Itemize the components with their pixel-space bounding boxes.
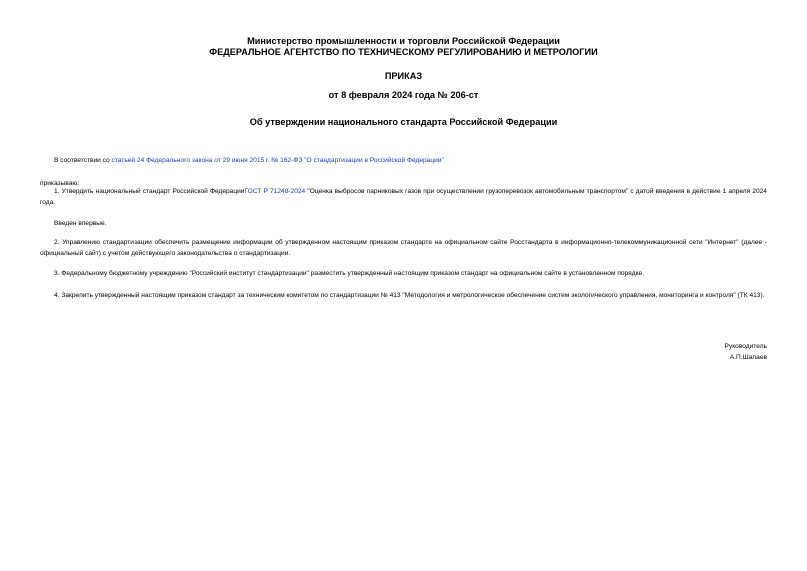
item-2-paragraph: 2. Управлению стандартизации обеспечить размещение информации об утвержденном настоящим приказом стандарте на официальном сайте Росстандарта в информационно-телекоммуникационной сети "Интернет" (далее - официальный сайт) с учетом действующего законодательства о стандартизации. — [40, 239, 767, 257]
intro-prefix: В соответствии со — [54, 157, 112, 164]
intro-paragraph — [40, 155, 767, 166]
signature-name: А.П.Шалаев — [729, 354, 767, 361]
signature-title: Руководитель — [724, 343, 767, 350]
agency-heading: ФЕДЕРАЛЬНОЕ АГЕНТСТВО ПО ТЕХНИЧЕСКОМУ РЕГУЛИРОВАНИЮ И МЕТРОЛОГИИ — [209, 47, 598, 57]
item-1-prefix: 1. Утвердить национальный стандарт Российской Федерации — [54, 188, 245, 195]
introduced-note: Введен впервые. — [54, 220, 107, 227]
item-4-paragraph: 4. Закрепить утвержденный настоящим приказом стандарт за техническим комитетом по стандартизации № 413 "Методология и метрологическое обеспечение систем экологического управления, мониторинга и контроля" (ТК 413). — [54, 292, 765, 299]
doc-type-heading: ПРИКАЗ — [384, 71, 423, 81]
gost-link[interactable]: ГОСТ Р 71248-2024 — [244, 188, 306, 195]
subject-heading: Об утверждении национального стандарта Российской Федерации — [249, 117, 558, 127]
item-1-suffix: "Оценка выбросов парниковых газов при осуществлении грузоперевозок автомобильным транспортом" с датой введения в действие 1 апреля 2024 года. — [40, 188, 767, 206]
law-link[interactable]: статьей 24 Федерального закона от 29 июня 2015 г. № 162-ФЗ "О стандартизации в Российской Федерации" — [111, 157, 444, 164]
ministry-heading: Министерство промышленности и торговли Российской Федерации — [247, 36, 560, 46]
date-number-heading: от 8 февраля 2024 года № 206-ст — [328, 90, 479, 100]
item-3-paragraph: 3. Федеральному бюджетному учреждению "Российский институт стандартизации" разместить утвержденный настоящим приказом стандарт на официальном сайте в установленном порядке. — [54, 270, 645, 277]
item-1-paragraph — [40, 186, 767, 208]
orders-word: приказываю: — [40, 180, 80, 187]
